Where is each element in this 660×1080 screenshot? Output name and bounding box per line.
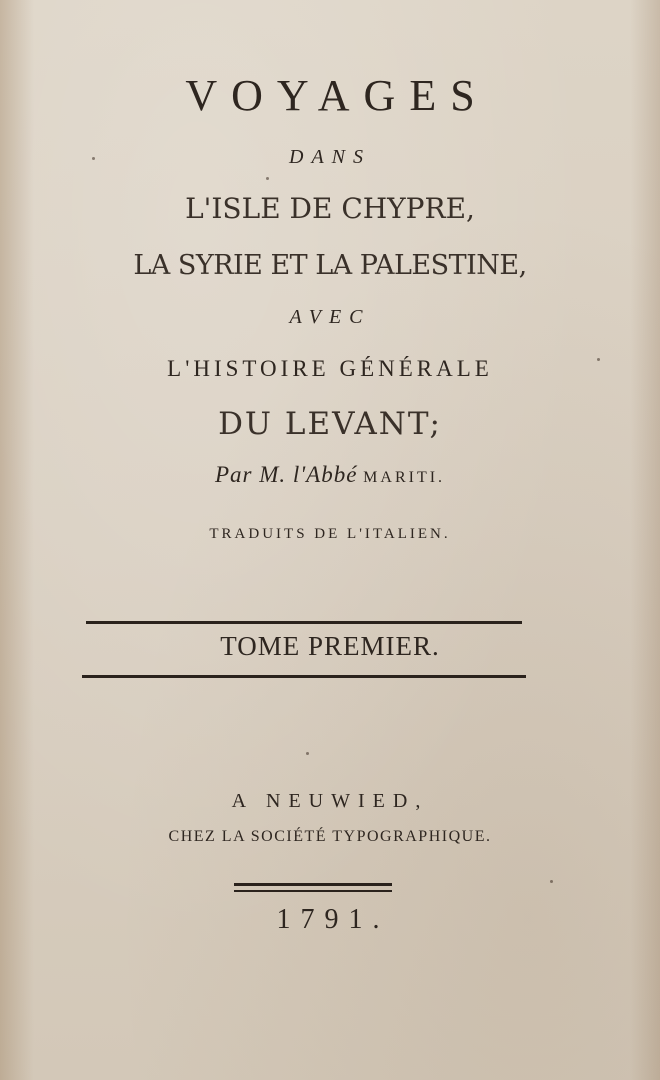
subtitle-dans: DANS [289, 146, 371, 168]
subtitle-isle-de-chypre: L'ISLE DE CHYPRE, [185, 192, 475, 225]
author-name: MARITI. [363, 469, 446, 486]
divider-rule-bottom [82, 675, 526, 678]
ink-speck [266, 177, 269, 180]
ink-speck [306, 752, 309, 755]
imprint-rule-upper [234, 883, 392, 886]
subtitle-syrie-palestine: LA SYRIE ET LA PALESTINE, [133, 250, 527, 281]
subtitle-histoire-generale: L'HISTOIRE GÉNÉRALE [167, 356, 493, 381]
divider-rule-top [86, 621, 522, 624]
ink-speck [597, 358, 600, 361]
imprint-publisher: CHEZ LA SOCIÉTÉ TYPOGRAPHIQUE. [168, 828, 492, 845]
imprint-place: A NEUWIED, [231, 790, 429, 812]
imprint-rule-lower [234, 890, 392, 892]
book-title: VOYAGES [185, 71, 489, 120]
translation-note: TRADUITS DE L'ITALIEN. [209, 526, 451, 542]
ink-speck [92, 157, 95, 160]
subtitle-avec: AVEC [289, 306, 371, 328]
imprint-year: 1791. [276, 904, 390, 935]
author-prefix: Par M. l'Abbé [214, 462, 358, 487]
author-line [0, 462, 660, 488]
ink-speck [550, 880, 553, 883]
subtitle-du-levant: DU LEVANT; [218, 406, 442, 442]
volume-label: TOME PREMIER. [220, 631, 440, 661]
